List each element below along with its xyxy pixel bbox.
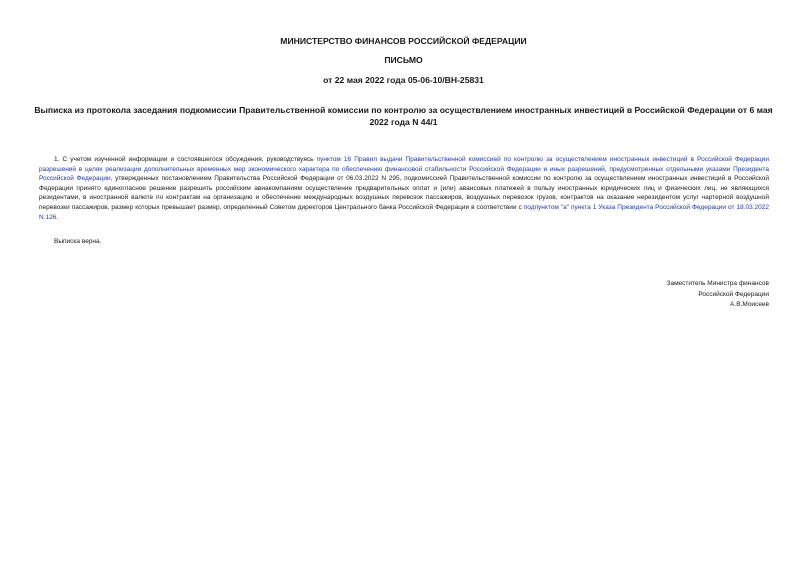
paragraph-1-text-a: 1. С учетом изученной информации и состоявшегося обсуждения, руководствуясь	[54, 156, 317, 163]
signer-position-line-1: Заместитель Министра финансов	[666, 280, 769, 287]
document-type: ПИСЬМО	[384, 55, 423, 65]
document-date-number: от 22 мая 2022 года 05-06-10/ВН-25831	[323, 75, 484, 85]
signer-position-line-2: Российской Федерации	[698, 290, 769, 298]
paragraph-1-text-b: , утвержденных постановлением Правительства Российской Федерации от 06.03.2022 N 295, подкомиссией Правительственной комиссии по контролю за осуществлением иностранных инвестиций в Российской Федерации принято единогласное решение разрешить российским авиакомпаниям осуществление предварительных оплат и (или) авансовых платежей в пользу иностранных юридических лиц и физических лиц, не являющихся резидентами, в иностранной валюте по контрактам на организацию и обеспечение международных воздушных перевозок пассажиров, воздушных перевозок грузов, контрактов на оказание нерезидентом услуг чартерной воздушной перевозки пассажиров, размер которых превышает размер, определенный Советом директоров Центрального банка Российской Федерации в соответствии с	[39, 175, 769, 211]
link-decree-126[interactable]: подпунктом "а" пункта 1 Указа Президента Российской Федерации от 18.03.2022 N 126	[39, 203, 769, 221]
signature-block	[667, 279, 769, 311]
link-rules-point-16[interactable]: пункт​ом 16 Правил выдачи Правительственной комиссией по контролю за осуществлением иностранных инвестиций в Российской Федерации разрешений в целях реализации дополнительных временных мер экономического характера по обеспечению финансовой стабильности Российской Федерации и иных разрешений, предусмотренных отдельными указами Президента Российской Федерации	[39, 156, 769, 183]
paragraph-1	[39, 155, 769, 222]
ministry-header: МИНИСТЕРСТВО ФИНАНСОВ РОССИЙСКОЙ ФЕДЕРАЦИИ	[280, 36, 527, 46]
signer-name: А.В.Моисеев	[730, 301, 769, 309]
extract-verified: Выписка верна.	[54, 238, 102, 245]
paragraph-1-text-c: .	[56, 213, 59, 221]
document-subject: Выписка из протокола заседания подкомиссии Правительственной комиссии по контролю за осуществлением иностранных инвестиций в Российской Федерации от 6 мая 2022 года N 44/1	[34, 105, 773, 127]
